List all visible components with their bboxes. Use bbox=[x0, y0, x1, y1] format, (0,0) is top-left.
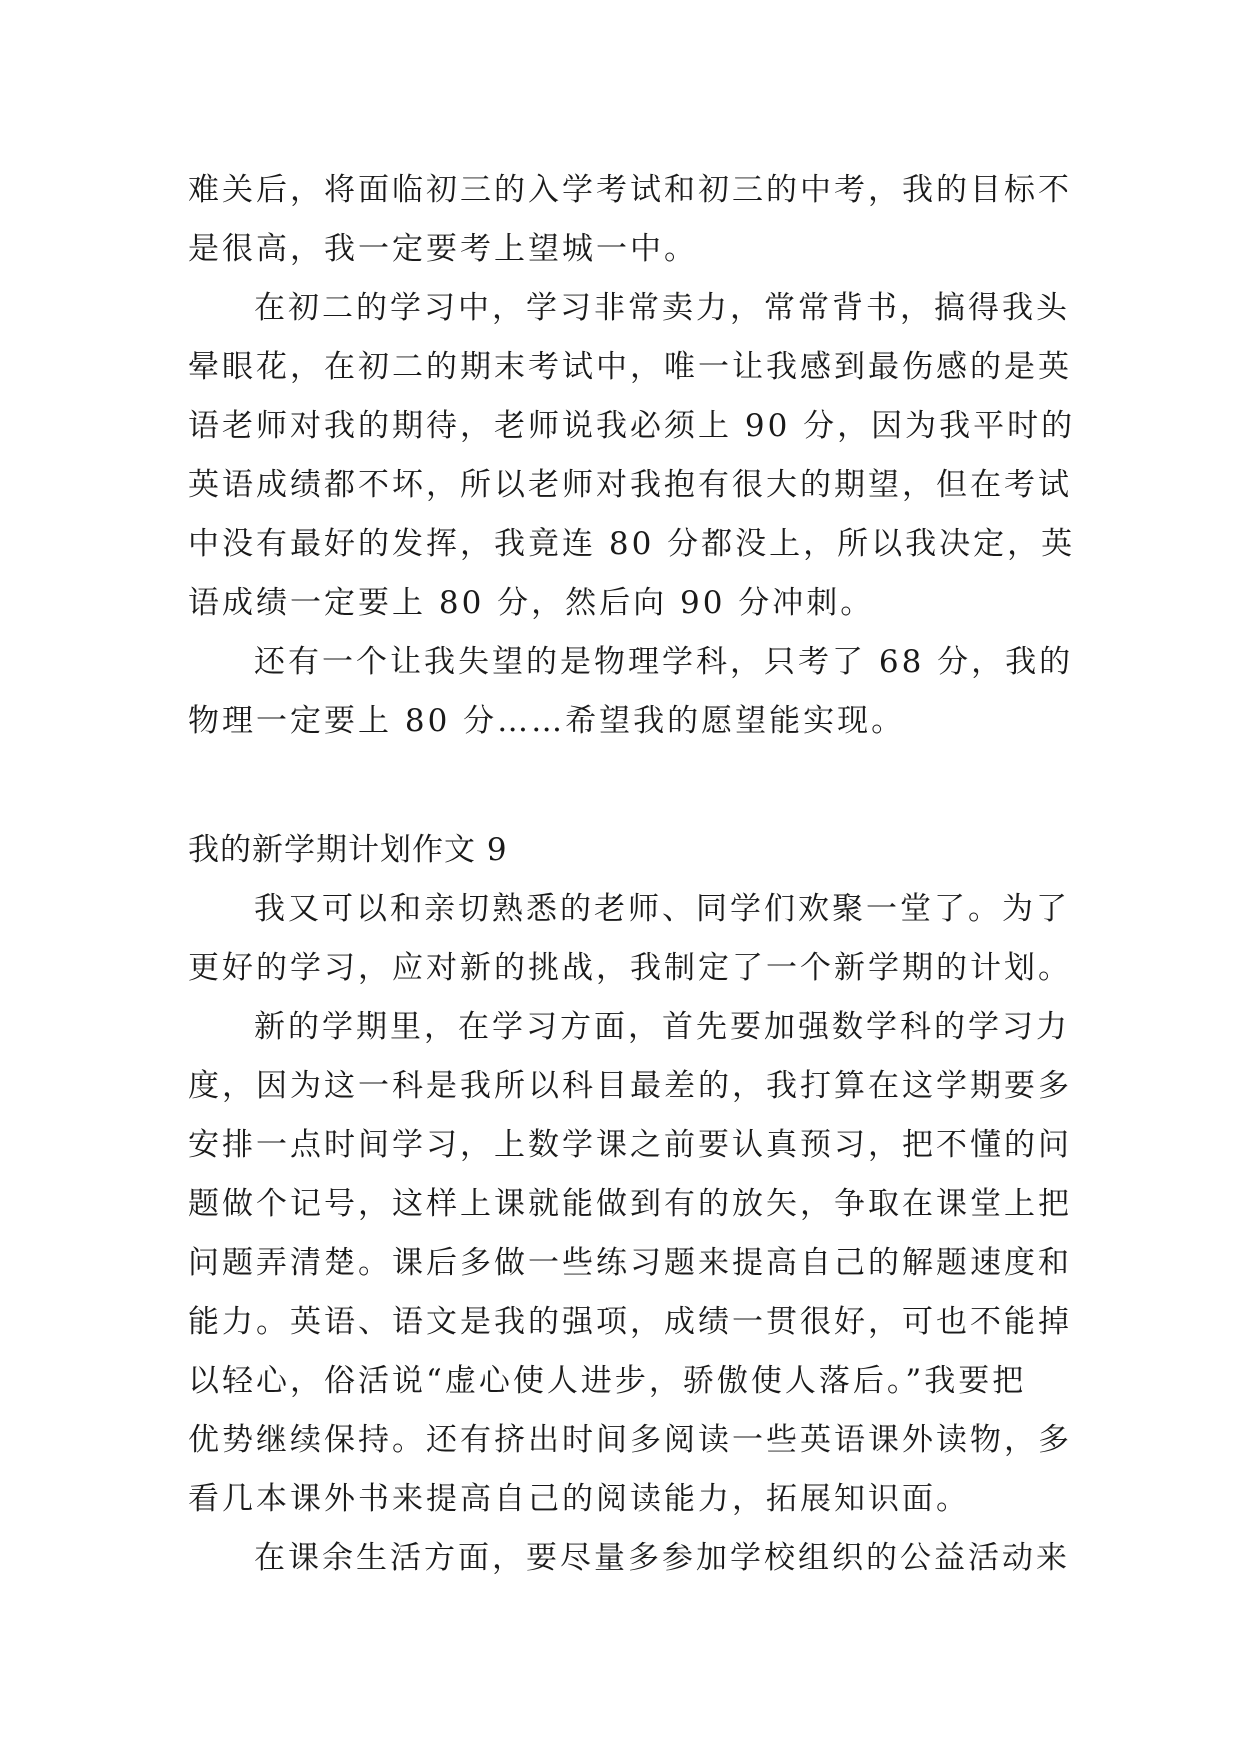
text-line: 难关后，将面临初三的入学考试和初三的中考，我的目标不 bbox=[188, 172, 1072, 208]
text-line: 在课余生活方面，要尽量多参加学校组织的公益活动来 bbox=[254, 1540, 1070, 1576]
paragraph-continuation bbox=[188, 161, 1072, 279]
text-line: 物理一定要上 80 分……希望我的愿望能实现。 bbox=[188, 703, 906, 739]
paragraph bbox=[188, 633, 1074, 751]
paragraph bbox=[188, 998, 1072, 1529]
text-line: 问题弄清楚。课后多做一些练习题来提高自己的解题速度和 bbox=[188, 1245, 1072, 1281]
paragraph bbox=[188, 279, 1076, 633]
text-line: 中没有最好的发挥，我竟连 80 分都没上，所以我决定，英 bbox=[188, 526, 1076, 562]
document-body bbox=[188, 161, 1076, 1588]
text-line: 度，因为这一科是我所以科目最差的，我打算在这学期要多 bbox=[188, 1068, 1072, 1104]
text-line: 还有一个让我失望的是物理学科，只考了 68 分，我的 bbox=[254, 644, 1074, 680]
text-line: 安排一点时间学习，上数学课之前要认真预习，把不懂的问 bbox=[188, 1127, 1072, 1163]
text-line: 语成绩一定要上 80 分，然后向 90 分冲刺。 bbox=[188, 585, 875, 621]
text-line: 更好的学习，应对新的挑战，我制定了一个新学期的计划。 bbox=[188, 950, 1072, 986]
paragraph bbox=[188, 1529, 1068, 1588]
text-line: 晕眼花，在初二的期末考试中，唯一让我感到最伤感的是英 bbox=[188, 349, 1072, 385]
text-line: 是很高，我一定要考上望城一中。 bbox=[188, 231, 698, 267]
text-line: 题做个记号，这样上课就能做到有的放矢，争取在课堂上把 bbox=[188, 1186, 1072, 1222]
text-line: 英语成绩都不坏，所以老师对我抱有很大的期望，但在考试 bbox=[188, 467, 1072, 503]
paragraph bbox=[188, 880, 1072, 998]
text-line: 看几本课外书来提高自己的阅读能力，拓展知识面。 bbox=[188, 1481, 970, 1517]
text-line: 我又可以和亲切熟悉的老师、同学们欢聚一堂了。为了 bbox=[254, 891, 1070, 927]
text-line: 在初二的学习中，学习非常卖力，常常背书，搞得我头 bbox=[254, 290, 1070, 326]
text-line: 能力。英语、语文是我的强项，成绩一贯很好，可也不能掉 bbox=[188, 1304, 1072, 1340]
section-heading: 我的新学期计划作文 9 bbox=[188, 832, 508, 868]
text-line: 优势继续保持。还有挤出时间多阅读一些英语课外读物，多 bbox=[188, 1422, 1072, 1458]
text-line: 语老师对我的期待，老师说我必须上 90 分，因为我平时的 bbox=[188, 408, 1076, 444]
text-line: 以轻心，俗活说“虚心使人进步，骄傲使人落后。”我要把 bbox=[188, 1363, 1027, 1399]
text-line: 新的学期里，在学习方面，首先要加强数学科的学习力 bbox=[254, 1009, 1070, 1045]
